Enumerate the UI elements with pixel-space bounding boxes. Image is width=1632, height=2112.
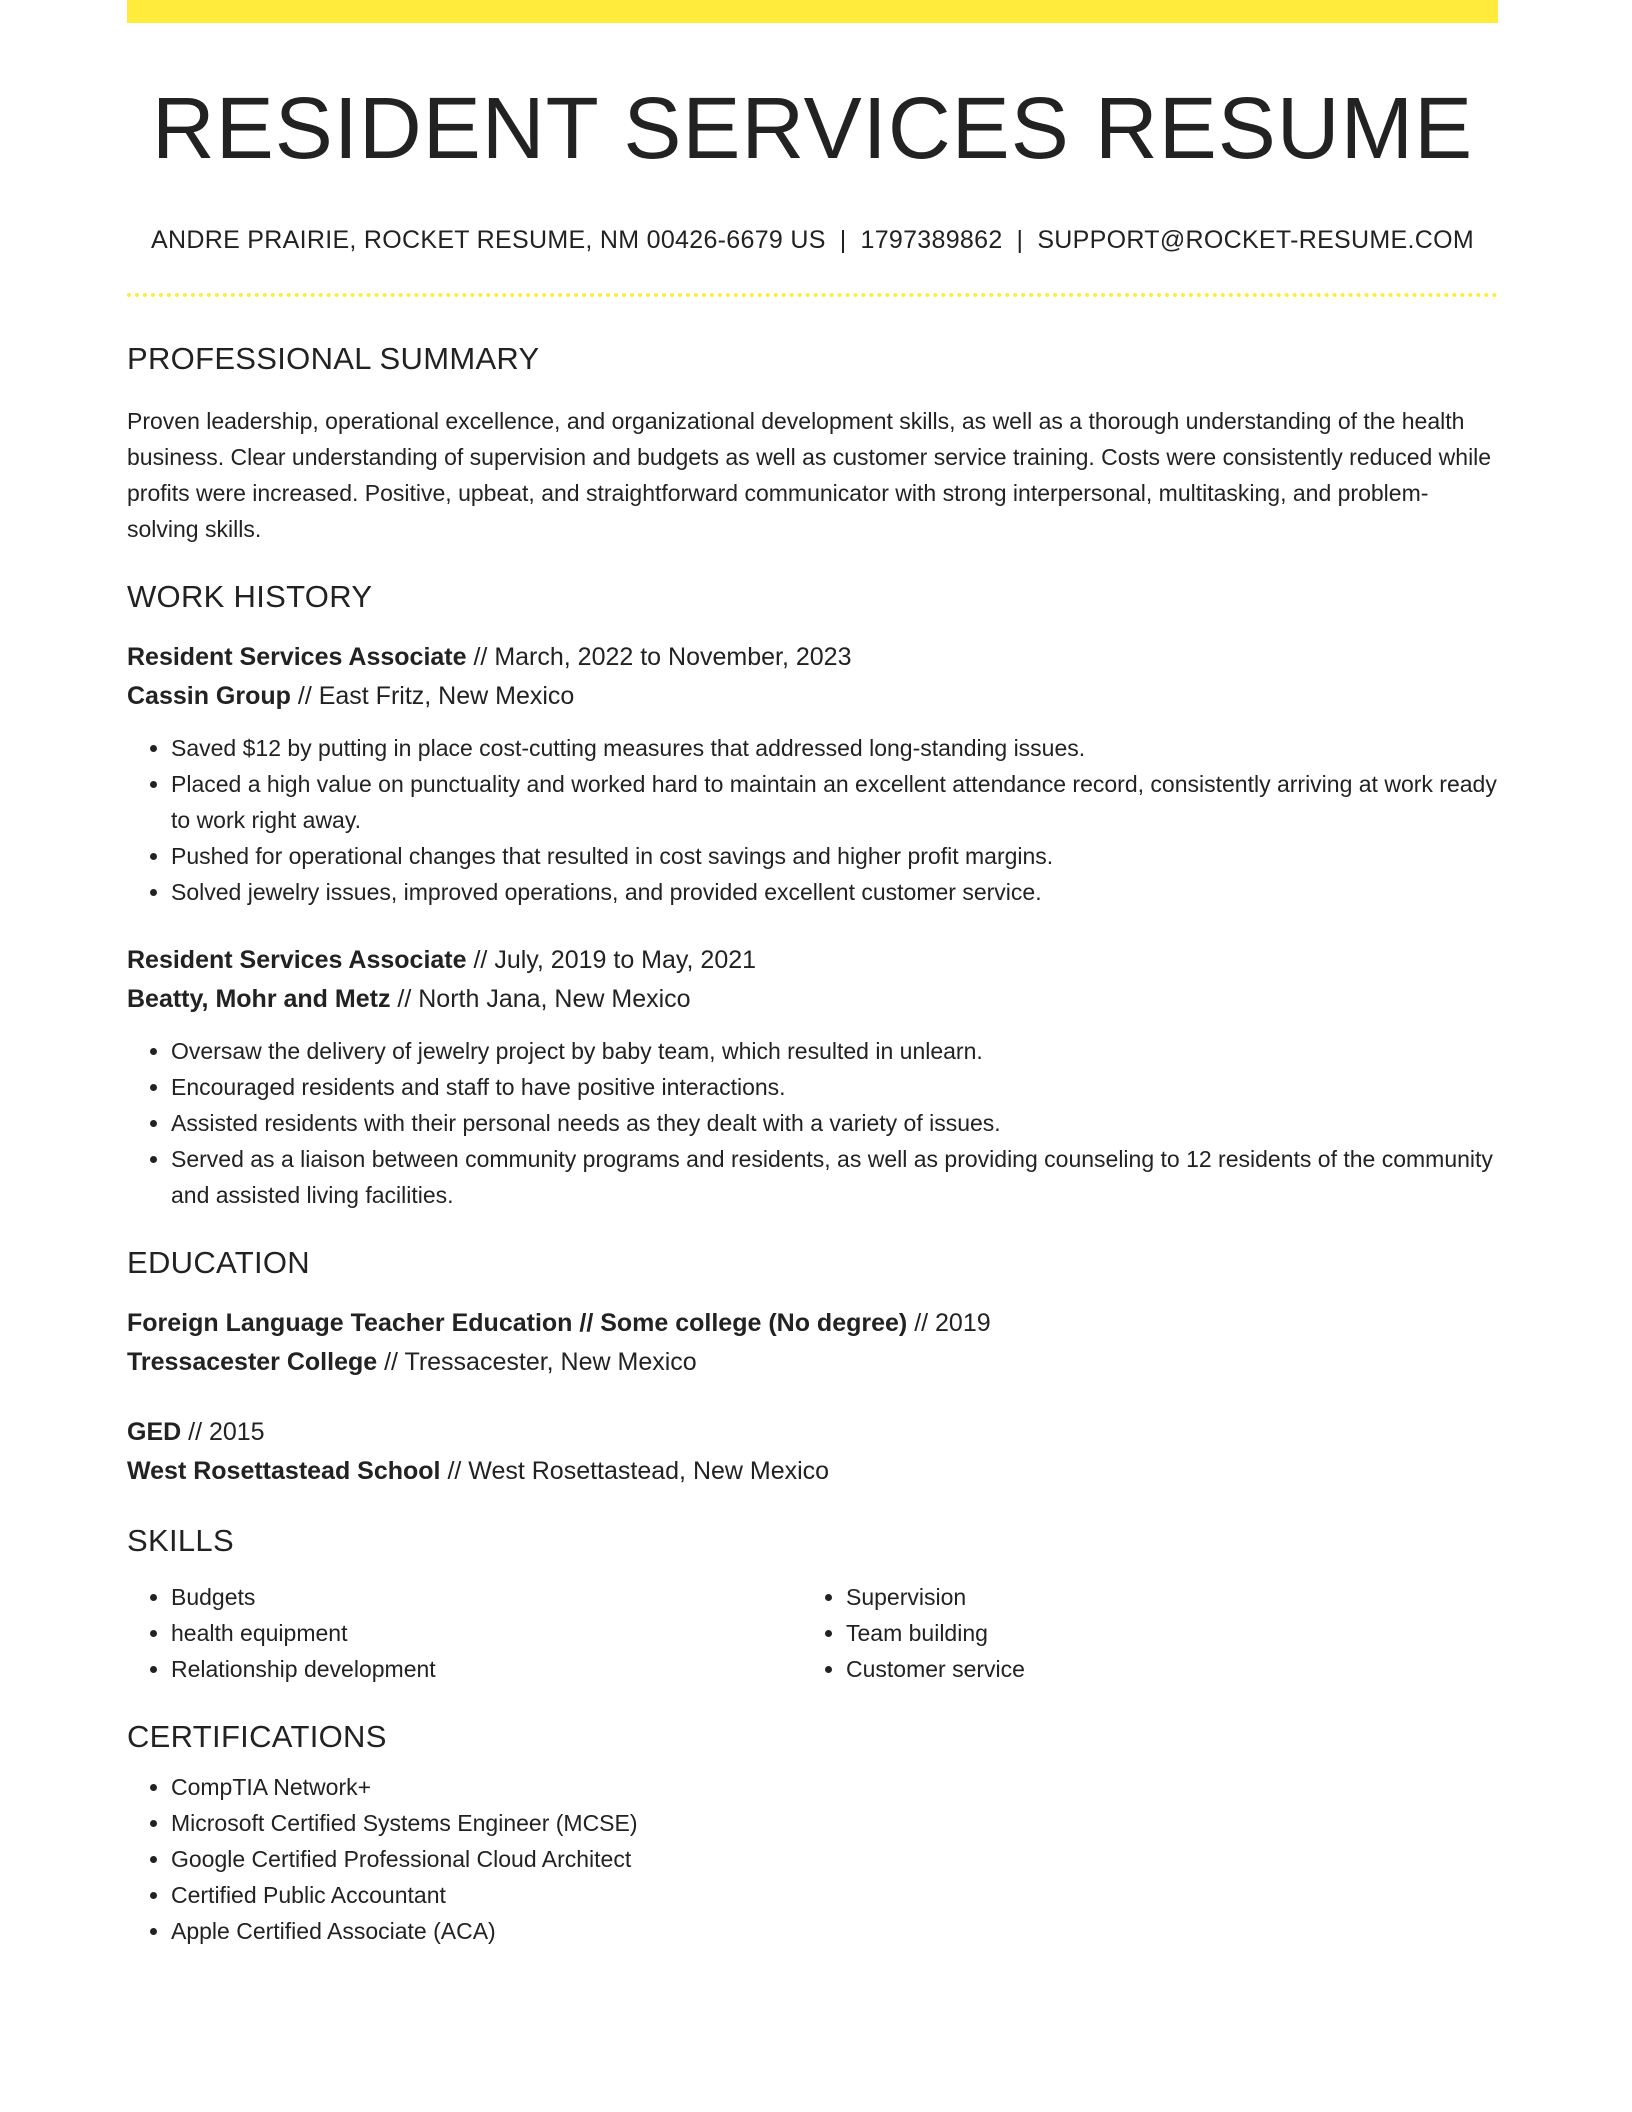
education-year: // 2015	[181, 1418, 265, 1447]
education-degree: GED	[127, 1418, 182, 1447]
skill-item: • Team building	[846, 1615, 1477, 1651]
job-bullet: • Saved $12 by putting in place cost-cutting measures that addressed long-standing issues.	[171, 730, 1498, 766]
skills-list	[802, 1579, 1477, 1687]
section-heading-certifications: CERTIFICATIONS	[127, 1719, 387, 1755]
job-bullet: • Assisted residents with their personal needs as they dealt with a variety of issues.	[171, 1105, 1498, 1141]
certification-item: • Google Certified Professional Cloud Architect	[171, 1841, 1498, 1877]
skills-column-right	[802, 1579, 1477, 1687]
job-dates: // March, 2022 to November, 2023	[466, 643, 852, 672]
section-heading-summary: PROFESSIONAL SUMMARY	[127, 341, 540, 377]
certification-item: • Apple Certified Associate (ACA)	[171, 1913, 1498, 1949]
accent-bar	[127, 0, 1498, 23]
skills-grid	[127, 1579, 1498, 1687]
certification-item: • Certified Public Accountant	[171, 1877, 1498, 1913]
job-location: // East Fritz, New Mexico	[290, 682, 575, 711]
skill-item: • health equipment	[171, 1615, 802, 1651]
job-entry	[127, 941, 1498, 1213]
certifications-list	[127, 1769, 1498, 1949]
job-company-line	[127, 677, 1498, 716]
resume-title: RESIDENT SERVICES RESUME	[151, 80, 1474, 177]
job-dates: // July, 2019 to May, 2021	[466, 946, 757, 975]
contact-phone: 1797389862	[860, 226, 1003, 255]
job-title: Resident Services Associate	[127, 643, 467, 672]
education-degree-line	[127, 1304, 1498, 1343]
education-school-line	[127, 1452, 1498, 1491]
skill-item: • Relationship development	[171, 1651, 802, 1687]
education-location: // Tressacester, New Mexico	[377, 1348, 697, 1377]
job-bullet: • Solved jewelry issues, improved operations, and provided excellent customer service.	[171, 874, 1498, 910]
skill-item: • Budgets	[171, 1579, 802, 1615]
contact-line	[127, 226, 1498, 255]
job-bullets	[127, 730, 1498, 910]
job-title-line	[127, 638, 1498, 677]
job-title: Resident Services Associate	[127, 946, 467, 975]
education-entry	[127, 1413, 1498, 1491]
section-heading-work: WORK HISTORY	[127, 579, 373, 615]
section-heading-education: EDUCATION	[127, 1245, 310, 1281]
education-school: West Rosettastead School	[127, 1457, 441, 1486]
dotted-divider	[127, 293, 1498, 297]
certification-item: • Microsoft Certified Systems Engineer (MCSE)	[171, 1805, 1498, 1841]
skills-list	[127, 1579, 802, 1687]
skills-column-left	[127, 1579, 802, 1687]
job-bullets	[127, 1033, 1498, 1213]
job-bullet: • Pushed for operational changes that resulted in cost savings and higher profit margins.	[171, 838, 1498, 874]
education-location: // West Rosettastead, New Mexico	[440, 1457, 830, 1486]
job-company: Beatty, Mohr and Metz	[127, 985, 391, 1014]
contact-separator: |	[839, 226, 847, 255]
education-degree-line	[127, 1413, 1498, 1452]
education-school: Tressacester College	[127, 1348, 378, 1377]
job-title-line	[127, 941, 1498, 980]
certification-item: • CompTIA Network+	[171, 1769, 1498, 1805]
contact-separator: |	[1016, 226, 1024, 255]
education-school-line	[127, 1343, 1498, 1382]
contact-email: SUPPORT@ROCKET-RESUME.COM	[1037, 226, 1474, 255]
summary-text: Proven leadership, operational excellence, and organizational development skills, as well as a thorough understanding of the health business. Clear understanding of supervision and budgets as well as customer service training. Costs were consistently reduced while profits were increased. Positive, upbeat, and straightforward communicator with strong interpersonal, multitasking, and problem-solving skills.	[127, 408, 1492, 543]
job-entry	[127, 638, 1498, 910]
education-year: // 2019	[907, 1309, 991, 1338]
education-degree: Foreign Language Teacher Education // Some college (No degree)	[127, 1309, 908, 1338]
skill-item: • Customer service	[846, 1651, 1477, 1687]
education-entry	[127, 1304, 1498, 1382]
skill-item: • Supervision	[846, 1579, 1477, 1615]
job-company: Cassin Group	[127, 682, 291, 711]
section-heading-skills: SKILLS	[127, 1523, 234, 1559]
resume-page	[127, 0, 1498, 1949]
contact-address: ANDRE PRAIRIE, ROCKET RESUME, NM 00426-6679 US	[151, 226, 826, 255]
job-bullet: • Oversaw the delivery of jewelry project by baby team, which resulted in unlearn.	[171, 1033, 1498, 1069]
job-bullet: • Served as a liaison between community programs and residents, as well as providing counseling to 12 residents of the community and assisted living facilities.	[171, 1141, 1498, 1213]
job-bullet: • Placed a high value on punctuality and worked hard to maintain an excellent attendance record, consistently arriving at work ready to work right away.	[171, 766, 1498, 838]
job-company-line	[127, 980, 1498, 1019]
job-bullet: • Encouraged residents and staff to have positive interactions.	[171, 1069, 1498, 1105]
job-location: // North Jana, New Mexico	[390, 985, 691, 1014]
